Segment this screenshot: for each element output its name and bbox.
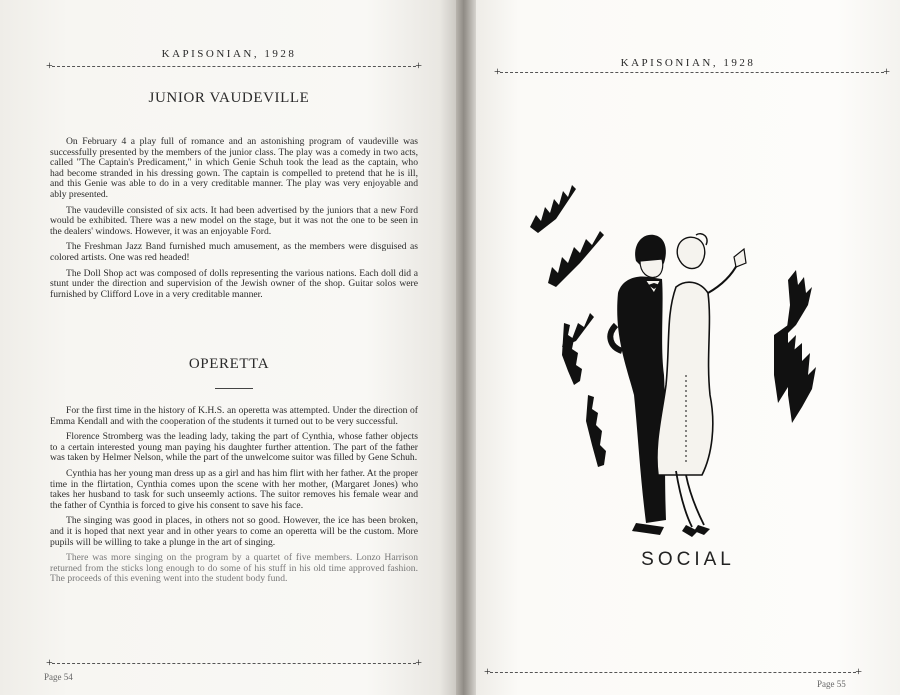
header-rule-left <box>52 66 416 67</box>
header-rule-right <box>500 72 884 73</box>
page-number-left: Page 54 <box>44 672 73 682</box>
junior-vaudeville-title: JUNIOR VAUDEVILLE <box>148 90 310 106</box>
footer-rule-left <box>52 663 416 664</box>
paragraph: The Doll Shop act was composed of dolls representing the various nations. Each doll did a stunt under the direction and supervision of the Jewish owner of the shop. Guitar solos were furnished by Clifford Love in a very creditable manner. <box>50 267 418 300</box>
page-number-right: Page 55 <box>817 679 846 689</box>
operetta-title: OPERETTA <box>188 356 270 372</box>
paragraph: The Freshman Jazz Band furnished much amusement, as the members were disguised as colored artists. One was red headed! <box>50 241 418 263</box>
running-head-left: KAPISONIAN, 1928 <box>161 48 297 60</box>
paragraph: Cynthia has her young man dress up as a girl and has him flirt with her father. At the proper time in the flirtation, Cynthia comes upon the scene with her mother, (Margaret Jones) who takes her husband to task for such unseemly actions. The suitor removes his female wear and the father of Cynthia is forced to give his consent to save his face. <box>50 467 418 511</box>
book-gutter <box>456 0 478 695</box>
paragraph: There was more singing on the program by a quartet of five members. Lonzo Harrison returned from the sticks long enough to do some of his stuff in his old time approved fashion. The proceeds of this evening went into the student body fund. <box>50 552 418 585</box>
running-head-right: KAPISONIAN, 1928 <box>620 57 756 69</box>
paragraph: On February 4 a play full of romance and an astonishing program of vaudeville was successfully presented by the members of the junior class. The play was a comedy in two acts, called "The Captain's Predicament," in which Genie Schuh took the lead as the captain, who had become stranded in his dressing gown. The captain is compelled to pretend that he is ill, and this Genie was able to do in a very creditable manner. The play was very enjoyable and ably presented. <box>50 136 418 200</box>
dancing-couple-illustration <box>526 175 846 540</box>
operetta-divider <box>215 388 253 389</box>
operetta-body <box>50 406 418 590</box>
social-caption: SOCIAL <box>641 549 735 570</box>
paragraph: Florence Stromberg was the leading lady, taking the part of Cynthia, whose father objects to a certain interested young man paying his daughter further attention. The part of the father was taken by Helmer Nelson, while the part of the unwelcome suitor was filled by Gene Schuh. <box>50 431 418 464</box>
right-page <box>476 0 900 695</box>
footer-rule-right <box>490 672 856 673</box>
paragraph: For the first time in the history of K.H.S. an operetta was attempted. Under the direction of Emma Kendall and with the cooperation of the students it turned out to be very successful. <box>50 405 418 427</box>
paragraph: The vaudeville consisted of six acts. It had been advertised by the juniors that a new Ford would be exhibited. There was a new model on the stage, but it was not the one to be seen in the dealers' windows. However, it was an enjoyable Ford. <box>50 204 418 237</box>
paragraph: The singing was good in places, in others not so good. However, the ice has been broken, and it is hoped that next year and in other years to come an operetta will be the custom. More pupils will be willing to take a plunge in the art of singing. <box>50 515 418 548</box>
junior-vaudeville-body <box>50 137 418 305</box>
